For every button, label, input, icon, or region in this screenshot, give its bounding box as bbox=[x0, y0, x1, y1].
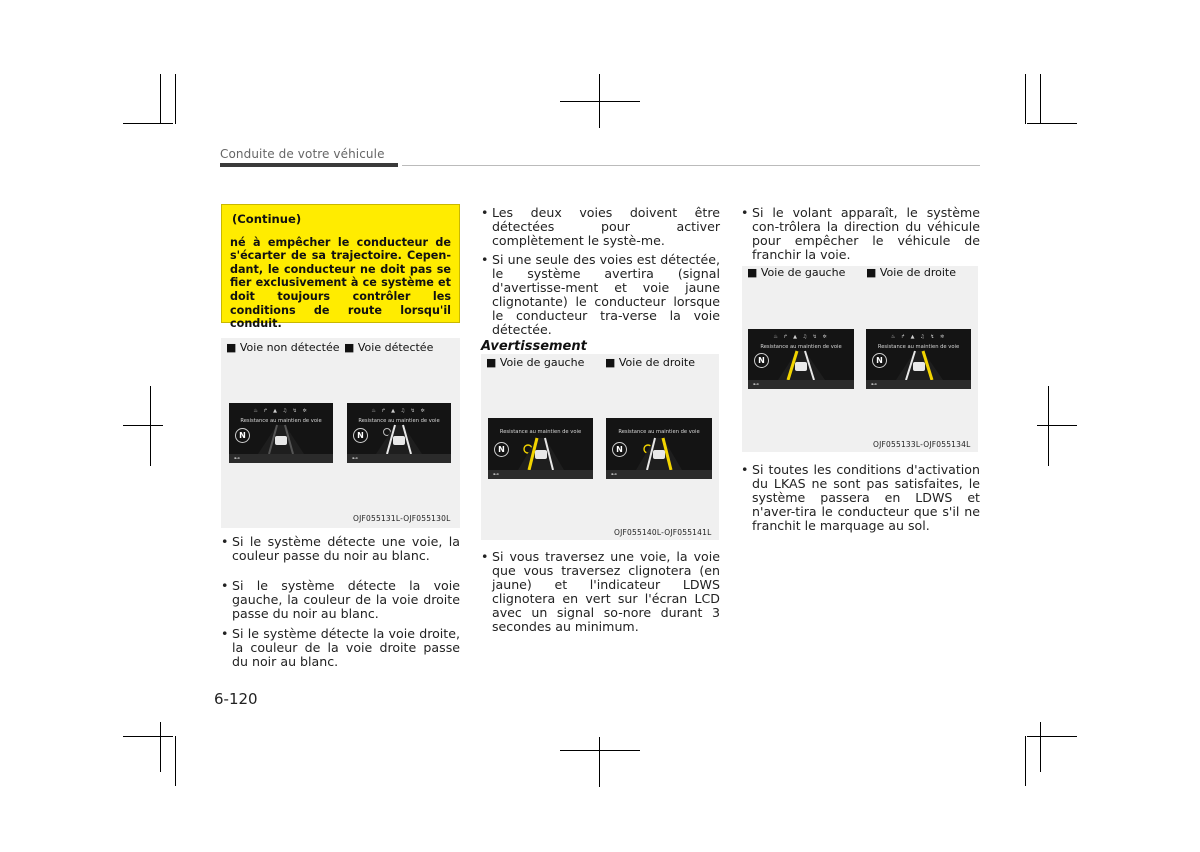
list-item: • Si vous traversez une voie, la voie que vous traversez clignotera (en jaune) et l'indicateur LDWS clignotera en vert sur l'écran LCD avec un signal so-nore durant 3 secondes au minimum. bbox=[481, 549, 720, 634]
header-rule-dark bbox=[220, 163, 398, 167]
lcd-screen-lkas-right bbox=[866, 329, 971, 389]
figure-code: OJF055131L-OJF055130L bbox=[353, 514, 451, 523]
screen-footer bbox=[866, 380, 971, 389]
list-item: • Les deux voies doivent être détectées pour activer complètement le systè-me. bbox=[481, 205, 720, 248]
figure-lane-warning bbox=[481, 354, 719, 540]
list-item: • Si le volant apparaît, le système con-trôlera la direction du véhicule pour empêcher le véhicule de franchir la voie. bbox=[741, 205, 980, 262]
car-status-icon: ⊷ bbox=[753, 381, 759, 388]
list-item: • Si le système détecte la voie droite, la couleur de la voie droite passe du noir au blanc. bbox=[221, 626, 460, 669]
lcd-screen-not-detected bbox=[229, 403, 333, 463]
list-item: • Si toutes les conditions d'activation du LKAS ne sont pas satisfaites, le système passera en LDWS et n'aver-tira le conducteur que s'il ne franchit le marquage au sol. bbox=[741, 462, 980, 533]
screen-message: Resistance au maintien de voie bbox=[618, 429, 700, 435]
car-status-icon: ⊷ bbox=[493, 471, 499, 478]
screen-message: Resistance au maintien de voie bbox=[877, 344, 960, 350]
figure-label-left: ■ Voie de gauche bbox=[486, 356, 585, 369]
gear-indicator: N bbox=[612, 442, 627, 457]
screen-footer bbox=[488, 470, 593, 479]
car-status-icon: ⊷ bbox=[611, 471, 617, 478]
list-item: • Si le système détecte la voie gauche, la couleur de la voie droite passe du noir au blanc. bbox=[221, 578, 460, 621]
car-status-icon: ⊷ bbox=[871, 381, 877, 388]
list-item: • Si le système détecte une voie, la couleur passe du noir au blanc. bbox=[221, 534, 460, 563]
list-item: • Si une seule des voies est détectée, le système avertira (signal d'avertisse-ment et voie jaune clignotante) le conducteur lorsque le conducteur tra-verse la voie détectée. bbox=[481, 252, 720, 337]
section-title: Conduite de votre véhicule bbox=[220, 147, 385, 161]
gear-indicator: N bbox=[754, 353, 769, 368]
screen-footer bbox=[229, 454, 333, 463]
screen-footer bbox=[606, 470, 712, 479]
figure-lane-detection bbox=[221, 338, 460, 528]
warning-box bbox=[221, 204, 460, 331]
figure-code: OJF055133L-OJF055134L bbox=[873, 440, 971, 449]
header-rule-light bbox=[402, 165, 980, 166]
gear-indicator: N bbox=[494, 442, 509, 457]
figure-label-left: ■ Voie non détectée bbox=[226, 341, 340, 354]
figure-label-left: ■ Voie de gauche bbox=[747, 266, 846, 279]
status-icons: ♨ ↱ ▲ ♫ ↯ ✲ bbox=[773, 334, 829, 340]
gear-indicator: N bbox=[872, 353, 887, 368]
screen-message: Resistance au maintien de voie bbox=[499, 429, 582, 435]
car-icon bbox=[275, 436, 287, 445]
car-icon bbox=[795, 362, 807, 371]
lcd-screen-left-lane bbox=[488, 418, 593, 479]
lcd-screen-right-lane bbox=[606, 418, 712, 479]
car-icon bbox=[393, 436, 405, 445]
warning-body: né à empêcher le conducteur de s'écarter de sa trajectoire. Cepen-dant, le conducteur ne doit pas se fier exclusivement à ce système et doit toujours contrôler les conditions de route lorsqu'il conduit. bbox=[230, 235, 451, 331]
figure-label-right: ■ Voie détectée bbox=[344, 341, 434, 354]
page-number: 6-120 bbox=[214, 690, 258, 708]
car-status-icon: ⊷ bbox=[234, 455, 240, 462]
screen-footer bbox=[748, 380, 854, 389]
status-icons: ♨ ↱ ▲ ♫ ↯ ✲ bbox=[371, 408, 427, 414]
avertissement-heading: Avertissement bbox=[481, 339, 587, 354]
figure-label-right: ■ Voie de droite bbox=[866, 266, 956, 279]
warning-title: (Continue) bbox=[232, 212, 302, 226]
screen-footer bbox=[347, 454, 451, 463]
figure-code: OJF055140L-OJF055141L bbox=[614, 528, 712, 537]
status-icons: ♨ ↱ ▲ ♫ ↯ ✲ bbox=[890, 334, 947, 340]
gear-indicator: N bbox=[235, 428, 250, 443]
gear-indicator: N bbox=[353, 428, 368, 443]
lcd-screen-detected bbox=[347, 403, 451, 463]
status-icons: ♨ ↱ ▲ ♫ ↯ ✲ bbox=[253, 408, 309, 414]
car-status-icon: ⊷ bbox=[352, 455, 358, 462]
screen-message: Resistance au maintien de voie bbox=[760, 344, 842, 350]
lcd-screen-lkas-left bbox=[748, 329, 854, 389]
car-icon bbox=[913, 362, 925, 371]
figure-lane-keeping-assist bbox=[742, 266, 978, 452]
screen-message: Resistance au maintien de voie bbox=[240, 418, 322, 424]
car-icon bbox=[653, 450, 665, 459]
figure-label-right: ■ Voie de droite bbox=[605, 356, 695, 369]
screen-message: Resistance au maintien de voie bbox=[358, 418, 440, 424]
car-icon bbox=[535, 450, 547, 459]
